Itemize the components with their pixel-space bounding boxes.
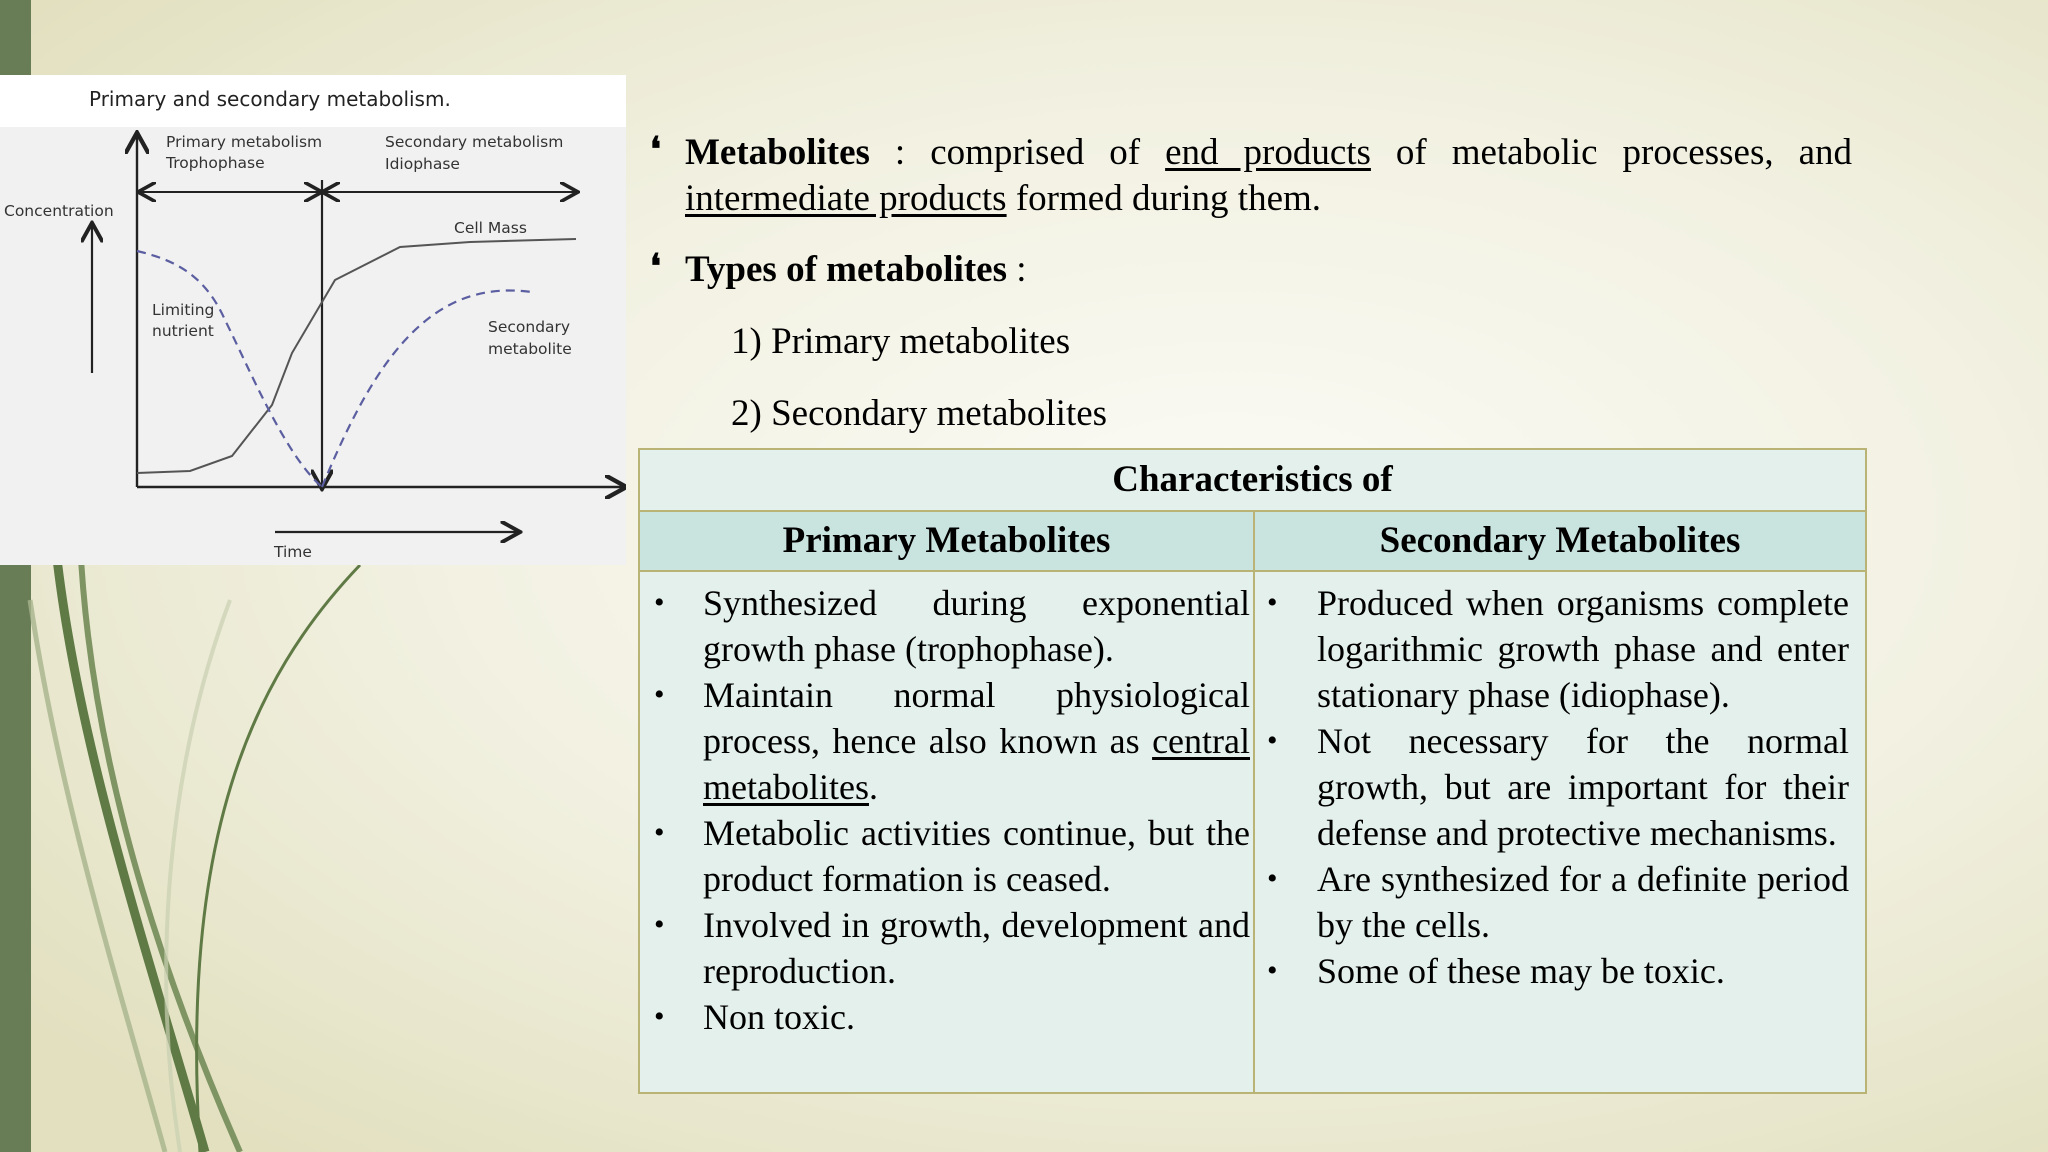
secondary-item-text: Produced when organisms complete logarithmic growth phase and enter stationary phase (idiophase). [1317, 583, 1849, 715]
column-header-secondary: Secondary Metabolites [1255, 512, 1865, 572]
primary-item-text: Metabolic activities continue, but the product formation is ceased. [703, 813, 1250, 899]
metabolites-text-c: formed during them. [1006, 178, 1322, 219]
list-item [640, 810, 1250, 902]
metabolites-text-b: of metabolic processes, and [1370, 132, 1852, 173]
metabolites-paragraph [685, 130, 1852, 176]
trophophase-label: Trophophase [166, 154, 265, 172]
list-item [1255, 856, 1849, 948]
bullet-dot: • [1267, 862, 1278, 895]
primary-metabolism-label: Primary metabolism [166, 133, 323, 151]
limiting-label: Limiting [152, 301, 215, 319]
metabolism-graph [0, 75, 626, 565]
bullet-dot: • [654, 678, 665, 711]
secondary-cell [1255, 570, 1865, 994]
time-label: Time [274, 543, 312, 561]
metabolites-term: Metabolites [685, 132, 870, 173]
table-title: Characteristics of [640, 450, 1865, 512]
column-header-primary: Primary Metabolites [640, 512, 1253, 572]
decorative-swoosh [0, 540, 420, 1152]
metabolism-figure [0, 75, 626, 565]
types-paragraph [685, 247, 1027, 293]
metabolites-text-a: comprised of [930, 132, 1166, 173]
intermediate-products-term: intermediate products [685, 178, 1007, 219]
primary-item-text: Involved in growth, development and reproduction. [703, 905, 1250, 991]
metabolite-label: metabolite [488, 340, 572, 358]
primary-cell [640, 570, 1253, 1040]
bullet-dot: • [654, 816, 665, 849]
list-item [1255, 718, 1849, 856]
bullet-dot: • [1267, 954, 1278, 987]
cell-mass-label: Cell Mass [454, 219, 527, 237]
primary-item-text: Maintain normal physiological process, hence also known as [703, 675, 1250, 761]
bullet-dot: • [1267, 586, 1278, 619]
primary-item-text: Synthesized during exponential growth phase (trophophase). [703, 583, 1250, 669]
bullet-dot: • [654, 1000, 665, 1033]
bullet-marker: ❛ [650, 132, 661, 169]
secondary-label: Secondary [488, 318, 571, 336]
idiophase-label: Idiophase [385, 155, 460, 173]
list-item [1255, 948, 1849, 994]
list-item [640, 672, 1250, 810]
type-item-primary: 1) Primary metabolites [731, 321, 1071, 362]
primary-item-text: . [868, 767, 878, 807]
central-metabolites-term: central metabolites [703, 721, 1250, 807]
limiting-nutrient-curve [137, 251, 322, 487]
end-products-term: end products [1165, 132, 1371, 173]
types-term: Types of metabolites [685, 249, 1007, 290]
bullet-marker: ❛ [650, 249, 661, 286]
metabolites-paragraph-line2 [685, 176, 1321, 222]
figure-title: Primary and secondary metabolism. [89, 87, 451, 111]
separator: : [869, 132, 931, 173]
bullet-dot: • [654, 908, 665, 941]
characteristics-table [638, 448, 1867, 1094]
separator: : [1007, 249, 1027, 290]
list-item [640, 994, 1250, 1040]
list-item [640, 902, 1250, 994]
primary-item-text: Non toxic. [703, 997, 855, 1037]
list-item [640, 580, 1250, 672]
list-item [1255, 580, 1849, 718]
secondary-item-text: Some of these may be toxic. [1317, 951, 1725, 991]
secondary-item-text: Are synthesized for a definite period by the cells. [1317, 859, 1849, 945]
concentration-label: Concentration [4, 202, 114, 220]
bullet-dot: • [654, 586, 665, 619]
bullet-dot: • [1267, 724, 1278, 757]
type-item-secondary: 2) Secondary metabolites [731, 393, 1108, 434]
secondary-metabolism-label: Secondary metabolism [385, 133, 564, 151]
secondary-item-text: Not necessary for the normal growth, but are important for their defense and protective mechanisms. [1317, 721, 1849, 853]
nutrient-label: nutrient [152, 322, 214, 340]
